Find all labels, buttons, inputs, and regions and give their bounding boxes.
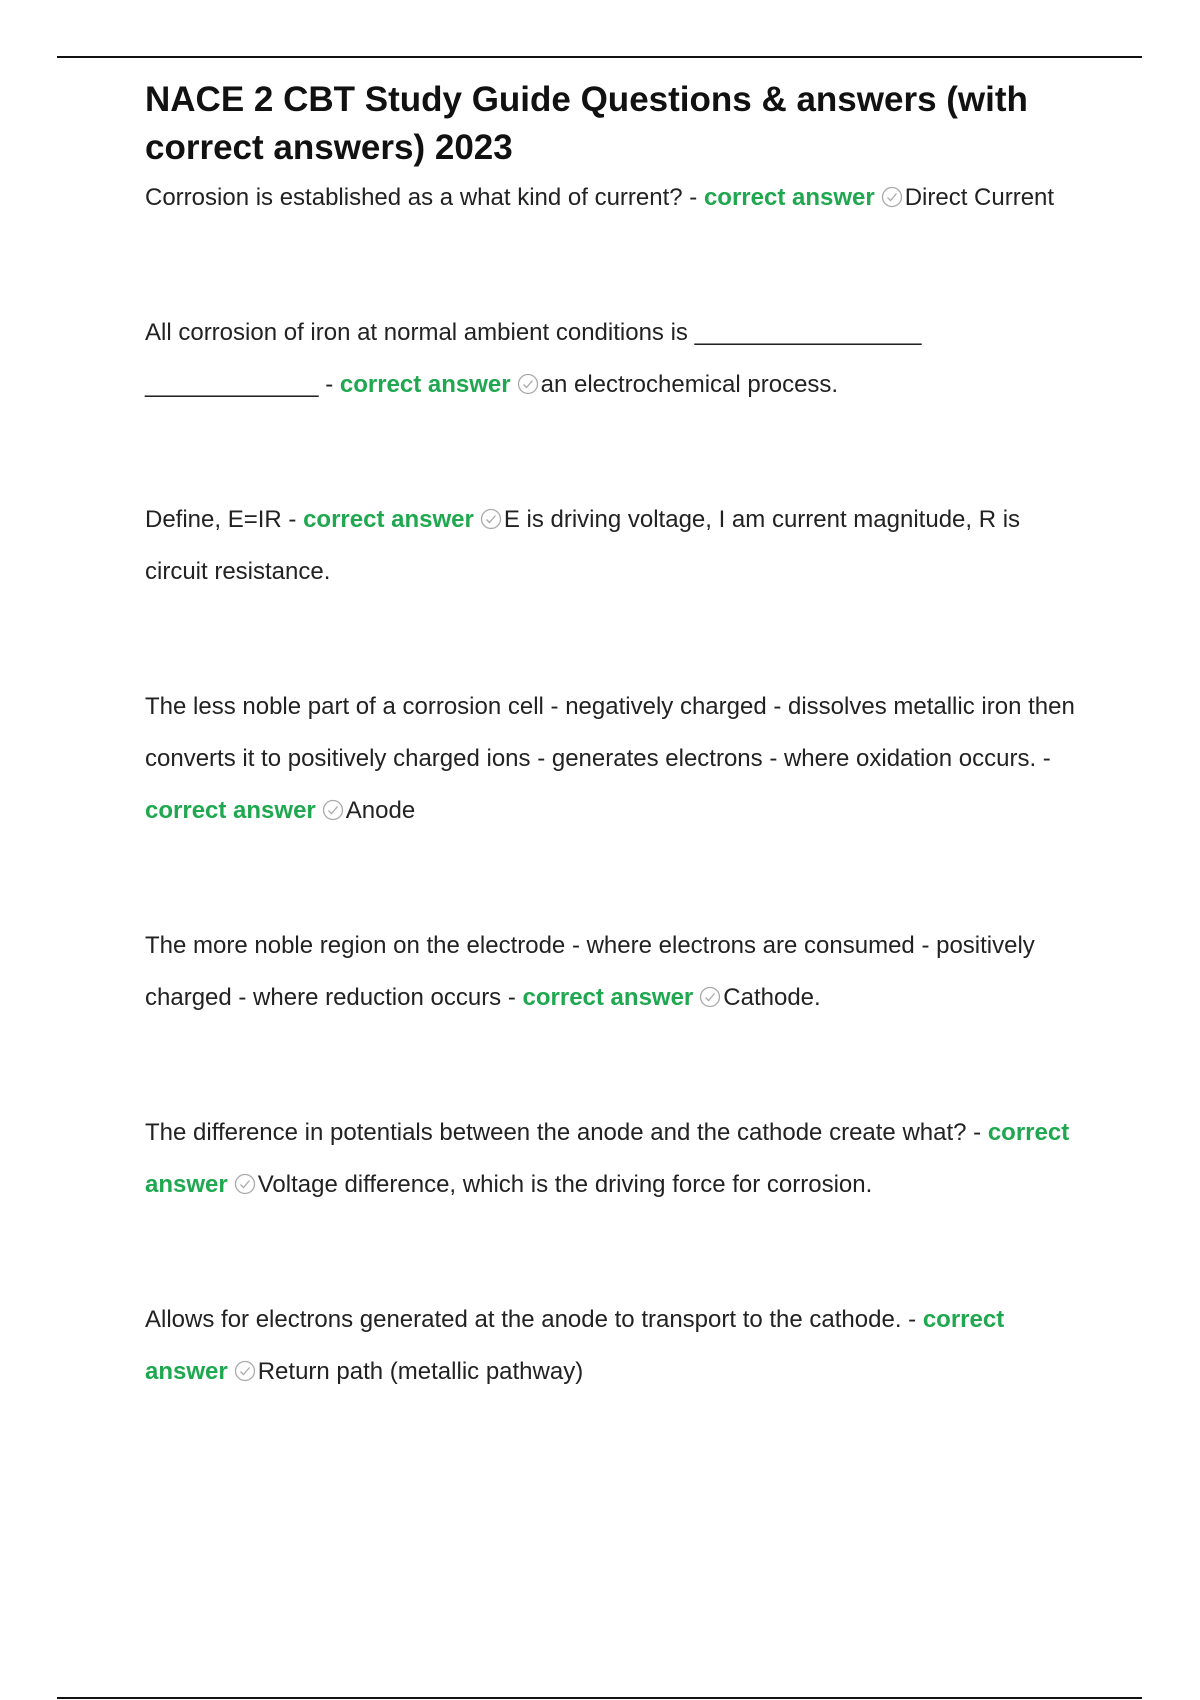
- question-text: The more noble region on the electrode - where electrons are consumed - positively charged - where reduction occurs: [145, 932, 1035, 1011]
- correct-answer-label: correct answer: [145, 1306, 1005, 1385]
- separator: -: [318, 371, 340, 398]
- qa-item: [145, 494, 1085, 598]
- separator: -: [682, 184, 704, 211]
- document-title: NACE 2 CBT Study Guide Questions & answers (with correct answers) 2023: [145, 80, 1028, 167]
- qa-item: [145, 1294, 1085, 1398]
- qa-item: [145, 307, 1085, 411]
- question-text: The difference in potentials between the anode and the cathode create what?: [145, 1119, 967, 1146]
- separator: -: [901, 1306, 923, 1333]
- separator: -: [1036, 745, 1051, 772]
- separator: -: [966, 1119, 988, 1146]
- check-circle-icon: [234, 1360, 256, 1382]
- qa-item: [145, 1107, 1085, 1211]
- bottom-rule: [57, 1697, 1142, 1699]
- check-circle-icon: [517, 373, 539, 395]
- question-text: The less noble part of a corrosion cell - negatively charged - dissolves metallic iron then converts it to positively charged ions - generates electrons - where oxidation occurs.: [145, 693, 1075, 772]
- answer-text: an electrochemical process.: [540, 371, 839, 398]
- correct-answer-label: correct answer: [703, 184, 875, 211]
- correct-answer-label: correct answer: [339, 371, 511, 398]
- check-circle-icon: [234, 1173, 256, 1195]
- check-circle-icon: [322, 799, 344, 821]
- document-body: [145, 76, 1085, 1398]
- answer-text: Return path (metallic pathway): [257, 1358, 584, 1385]
- correct-answer-label: correct answer: [303, 506, 474, 533]
- qa-item: [145, 172, 1085, 224]
- question-text: Allows for electrons generated at the anode to transport to the cathode.: [145, 1306, 902, 1333]
- answer-text: Anode: [345, 797, 416, 824]
- check-circle-icon: [699, 986, 721, 1008]
- separator: -: [501, 984, 523, 1011]
- question-text: All corrosion of iron at normal ambient conditions is _________________ _____________: [145, 319, 922, 398]
- top-rule: [57, 56, 1142, 58]
- answer-text: Voltage difference, which is the driving force for corrosion.: [257, 1171, 873, 1198]
- check-circle-icon: [480, 508, 502, 530]
- qa-item: [145, 681, 1085, 837]
- qa-item: [145, 920, 1085, 1024]
- correct-answer-label: correct answer: [145, 1119, 1070, 1198]
- separator: -: [281, 506, 304, 533]
- question-text: Corrosion is established as a what kind of current?: [145, 184, 683, 211]
- question-text: Define, E=IR: [145, 506, 282, 533]
- answer-text: Cathode.: [723, 984, 821, 1011]
- check-circle-icon: [881, 186, 903, 208]
- correct-answer-label: correct answer: [145, 797, 316, 824]
- correct-answer-label: correct answer: [522, 984, 694, 1011]
- answer-text: Direct Current: [904, 184, 1055, 211]
- answer-text: E is driving voltage, I am current magnitude, R is circuit resistance.: [145, 506, 1021, 585]
